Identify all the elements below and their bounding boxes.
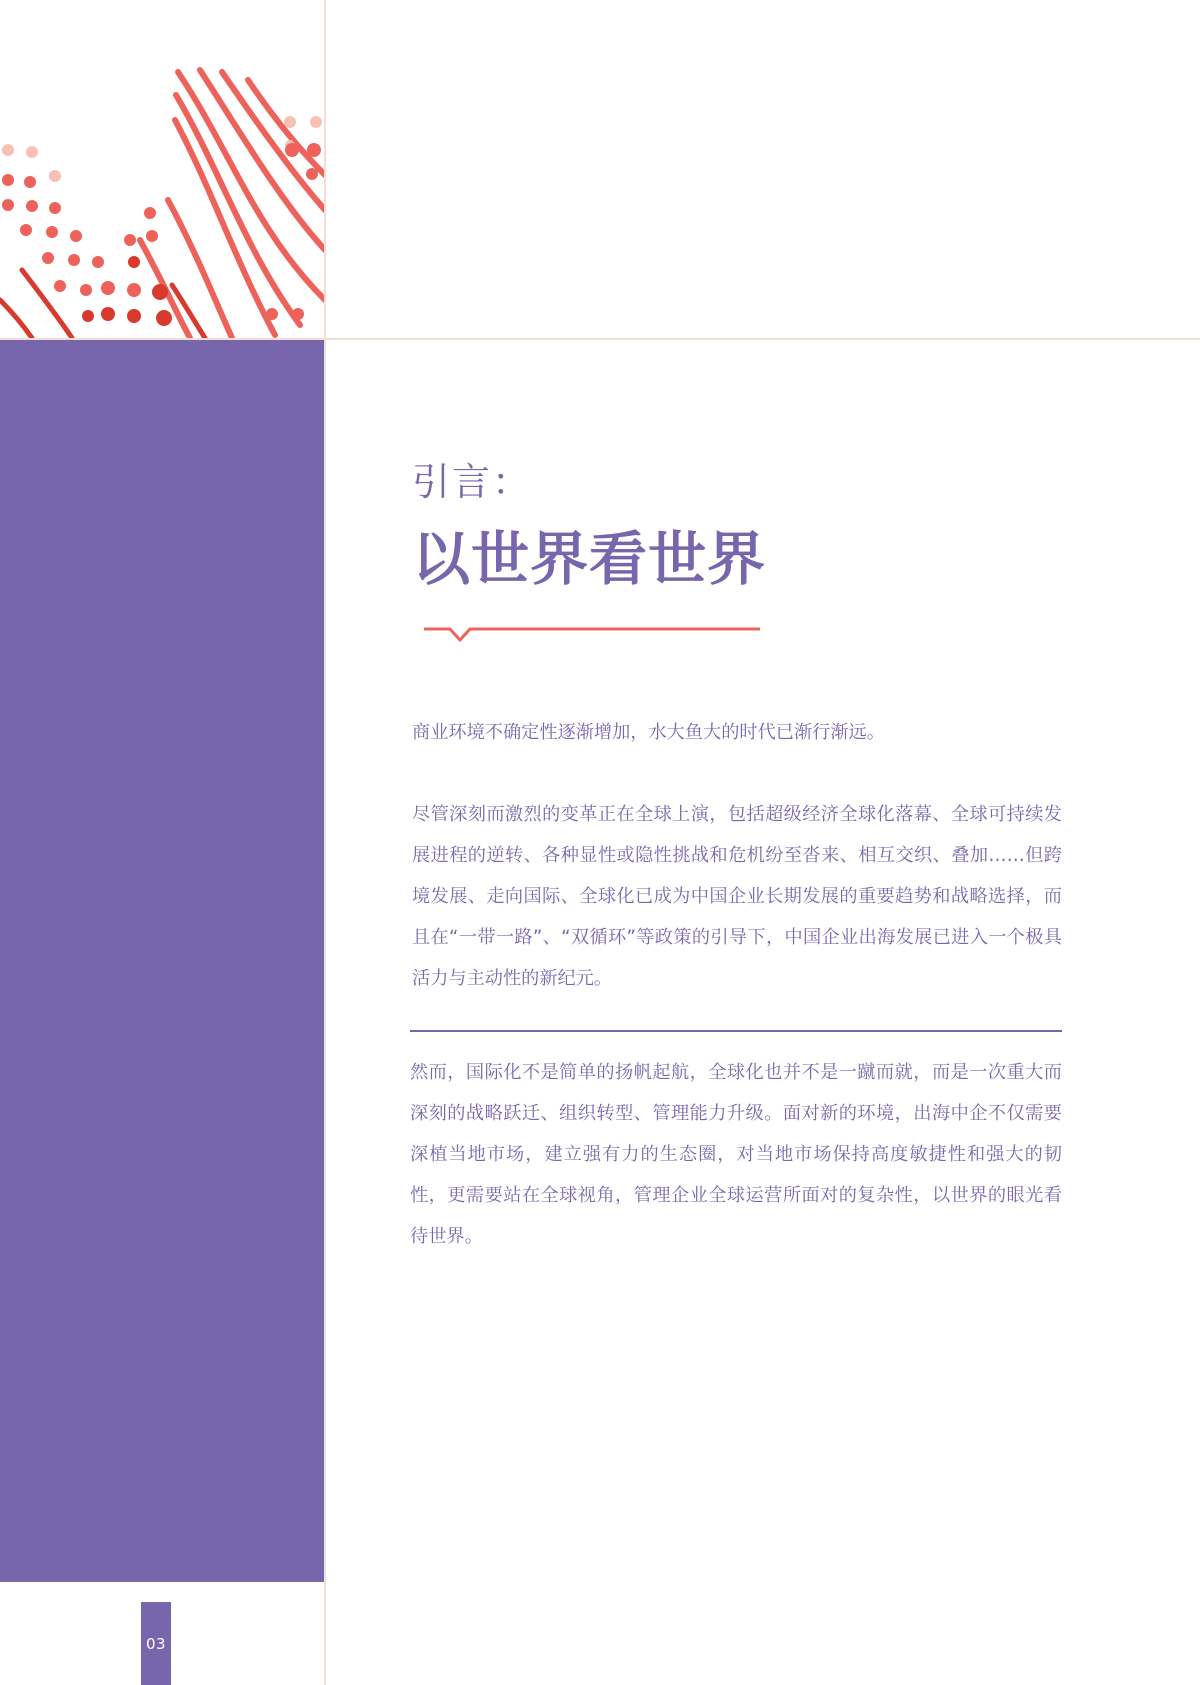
heading-block [412, 460, 1062, 592]
decorative-dots-and-waves-artwork [0, 0, 325, 340]
page-number: 03 [145, 1634, 167, 1653]
body-paragraph-1: 尽管深刻而激烈的变革正在全球上演，包括超级经济全球化落幕、全球可持续发展进程的逆转、各种显性或隐性挑战和危机纷至沓来、相互交织、叠加……但跨境发展、走向国际、全球化已成为中国企业长期发展的重要趋势和战略选择，而且在“一带一路”、“双循环”等政策的引导下，中国企业出海发展已进入一个极具活力与主动性的新纪元。 [412, 804, 1062, 989]
body-paragraph-2: 然而，国际化不是简单的扬帆起航，全球化也并不是一蹴而就，而是一次重大而深刻的战略跃迁、组织转型、管理能力升级。面对新的环境，出海中企不仅需要深植当地市场，建立强有力的生态圈，对当地市场保持高度敏捷性和强大的韧性，更需要站在全球视角，管理企业全球运营所面对的复杂性，以世界的眼光看待世界。 [410, 1062, 1062, 1247]
page-number-tab [141, 1602, 171, 1685]
intro-paragraph: 商业环境不确定性逐渐增加，水大鱼大的时代已渐行渐远。 [412, 722, 885, 743]
title-underline-chevron [422, 622, 762, 650]
page-title: 以世界看世界 [412, 524, 767, 593]
purple-side-panel [0, 340, 324, 1582]
section-divider [410, 1030, 1062, 1032]
vertical-rule [324, 0, 326, 1685]
heading-eyebrow: 引言： [412, 460, 533, 504]
